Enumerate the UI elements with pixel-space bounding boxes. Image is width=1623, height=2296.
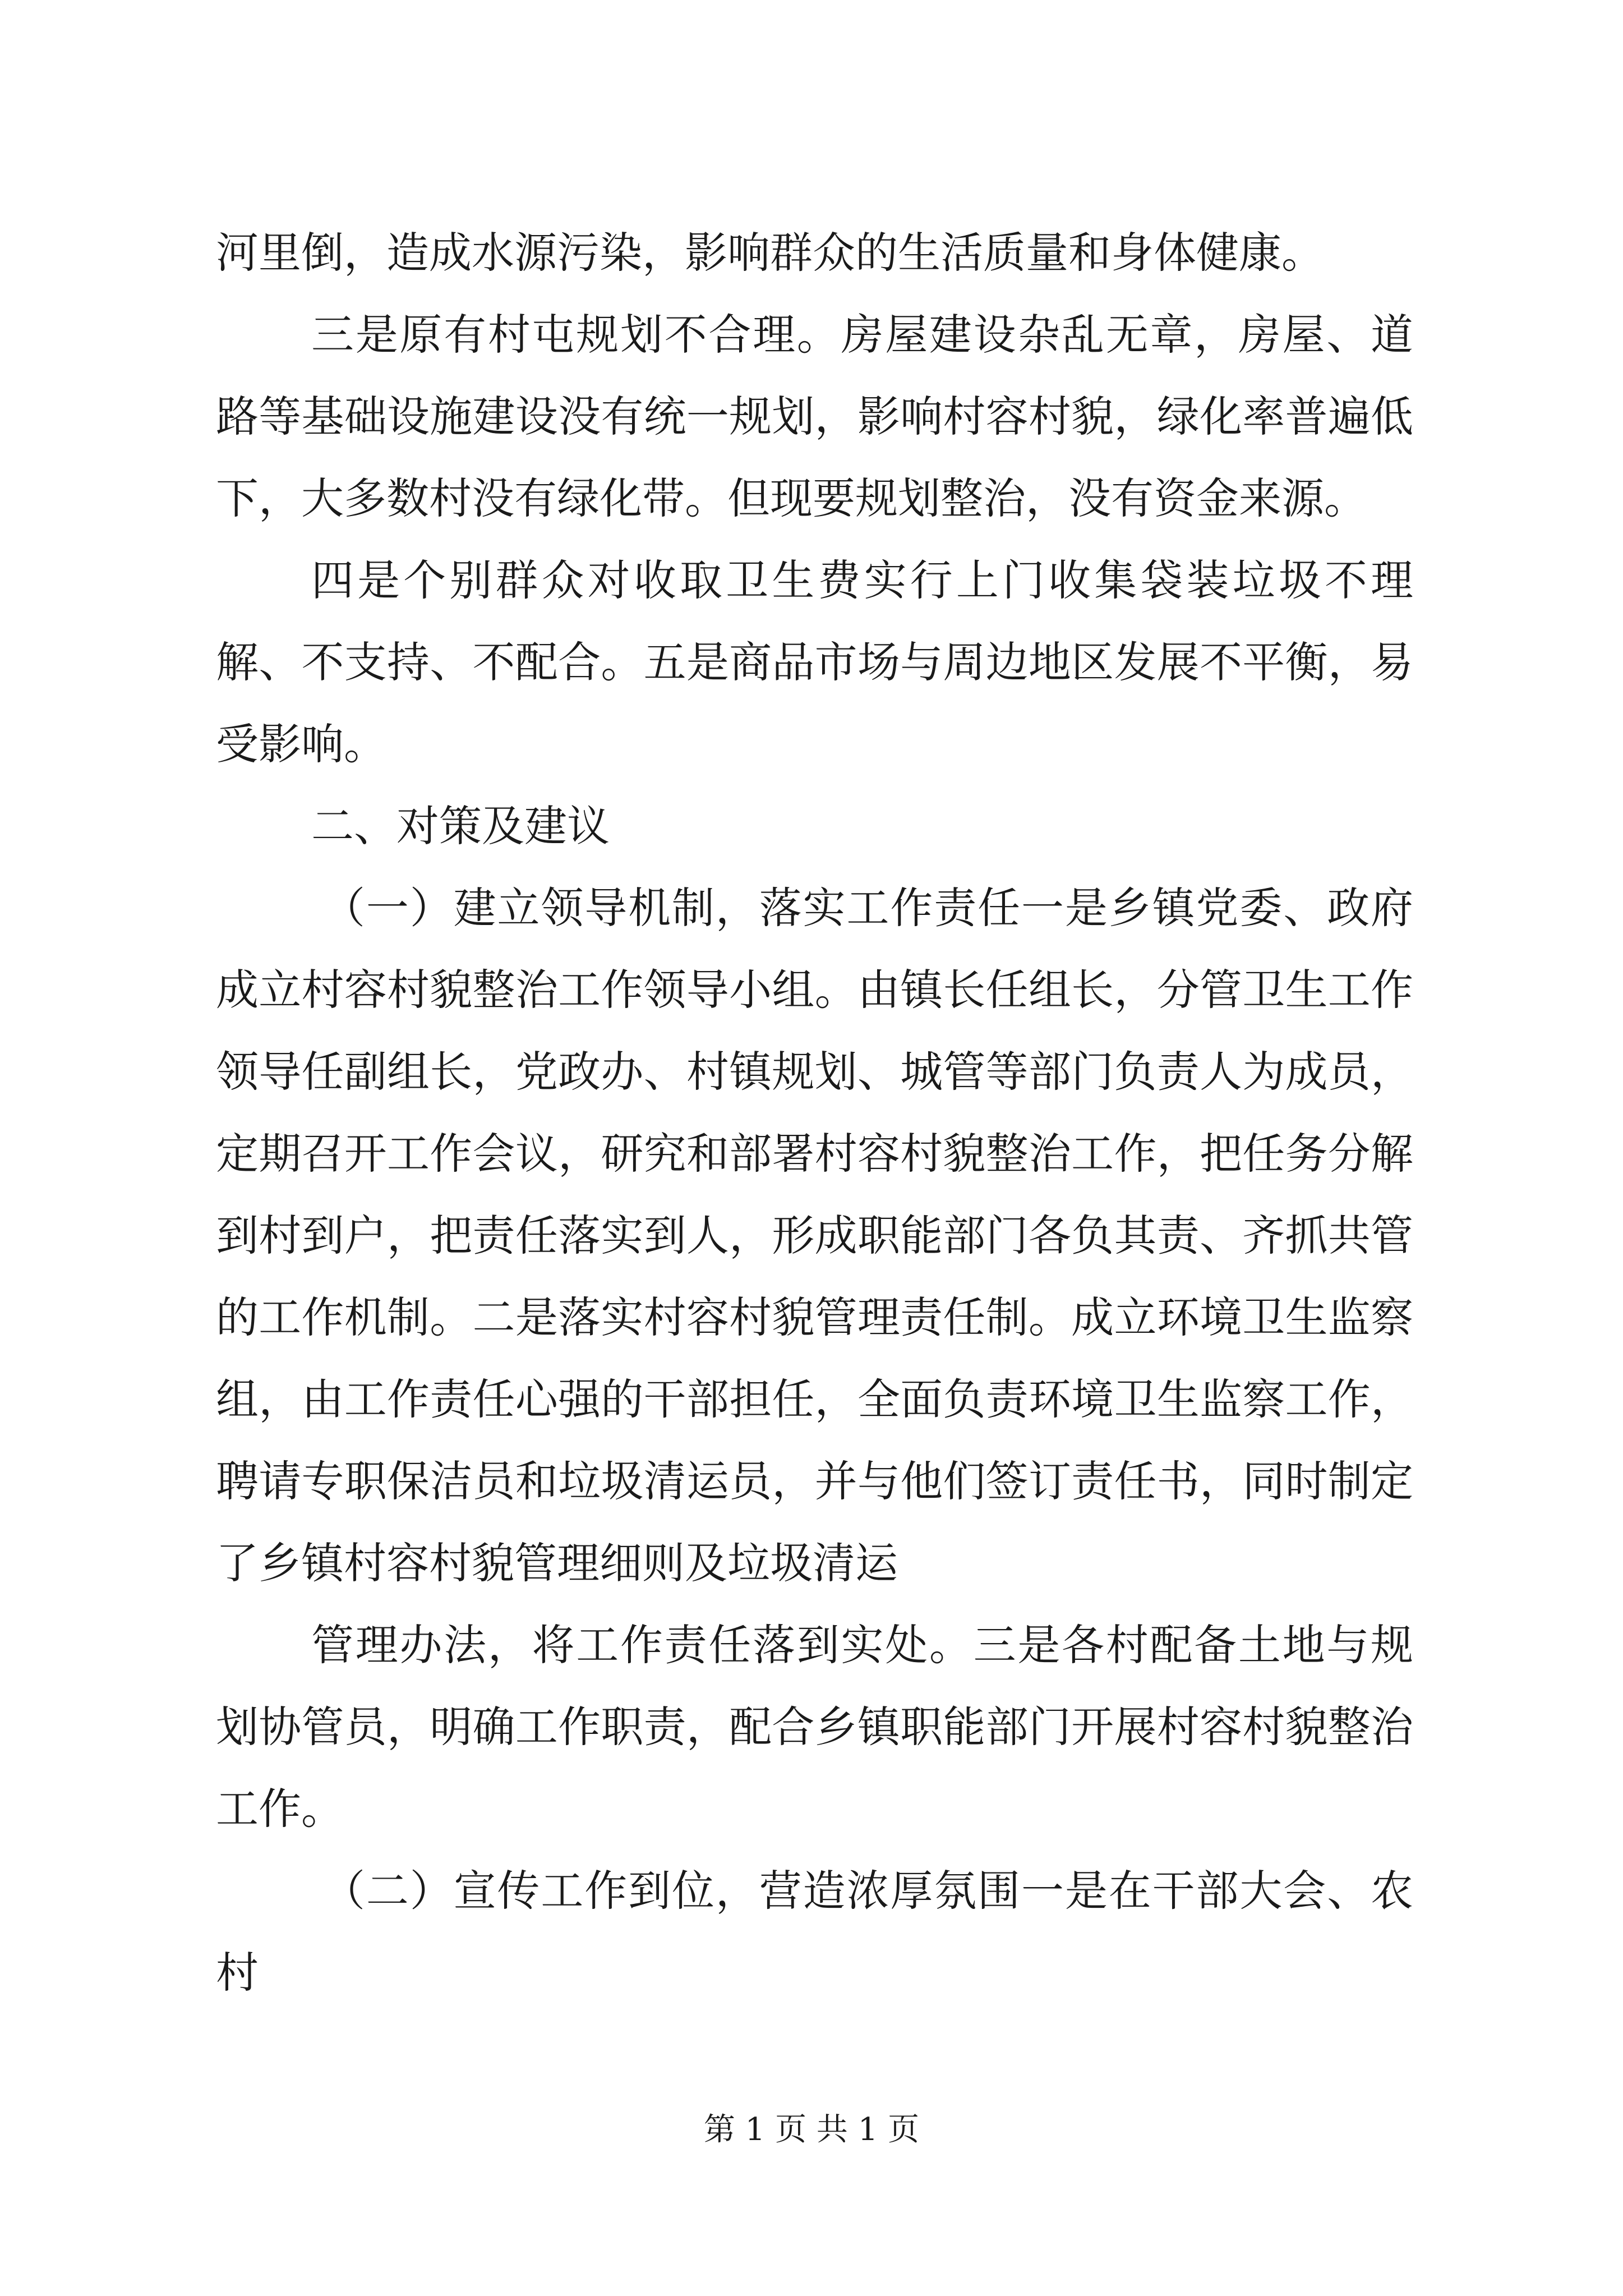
- paragraph-2: 三是原有村屯规划不合理。房屋建设杂乱无章，房屋、道路等基础设施建设没有统一规划，影响村容村貌，绿化率普遍低下，大多数村没有绿化带。但现要规划整治，没有资金来源。: [216, 310, 1413, 523]
- section-heading: 二、对策及建议: [311, 801, 610, 851]
- paragraph-1: 河里倒，造成水源污染，影响群众的生活质量和身体健康。: [216, 228, 1324, 278]
- paragraph-5: （一）建立领导机制，落实工作责任一是乡镇党委、政府成立村容村貌整治工作领导小组。由镇长任组长，分管卫生工作领导任副组长，党政办、村镇规划、城管等部门负责人为成员，定期召开工作会议，研究和部署村容村貌整治工作，把任务分解到村到户，把责任落实到人，形成职能部门各负其责、齐抓共管的工作机制。二是落实村容村貌管理责任制。成立环境卫生监察组，由工作责任心强的干部担任，全面负责环境卫生监察工作，聘请专职保洁员和垃圾清运员，并与他们签订责任书，同时制定了乡镇村容村貌管理细则及垃圾清运: [216, 883, 1413, 1588]
- paragraph-3: 四是个别群众对收取卫生费实行上门收集袋装垃圾不理解、不支持、不配合。五是商品市场与周边地区发展不平衡，易受影响。: [216, 555, 1413, 769]
- paragraph-7: （二）宣传工作到位，营造浓厚氛围一是在干部大会、农村: [216, 1866, 1413, 1998]
- document-body: [216, 212, 1413, 2014]
- page-number-footer: 第 1 页 共 1 页: [703, 2111, 920, 2148]
- paragraph-6: 管理办法，将工作责任落到实处。三是各村配备土地与规划协管员，明确工作职责，配合乡镇职能部门开展村容村貌整治工作。: [216, 1620, 1413, 1834]
